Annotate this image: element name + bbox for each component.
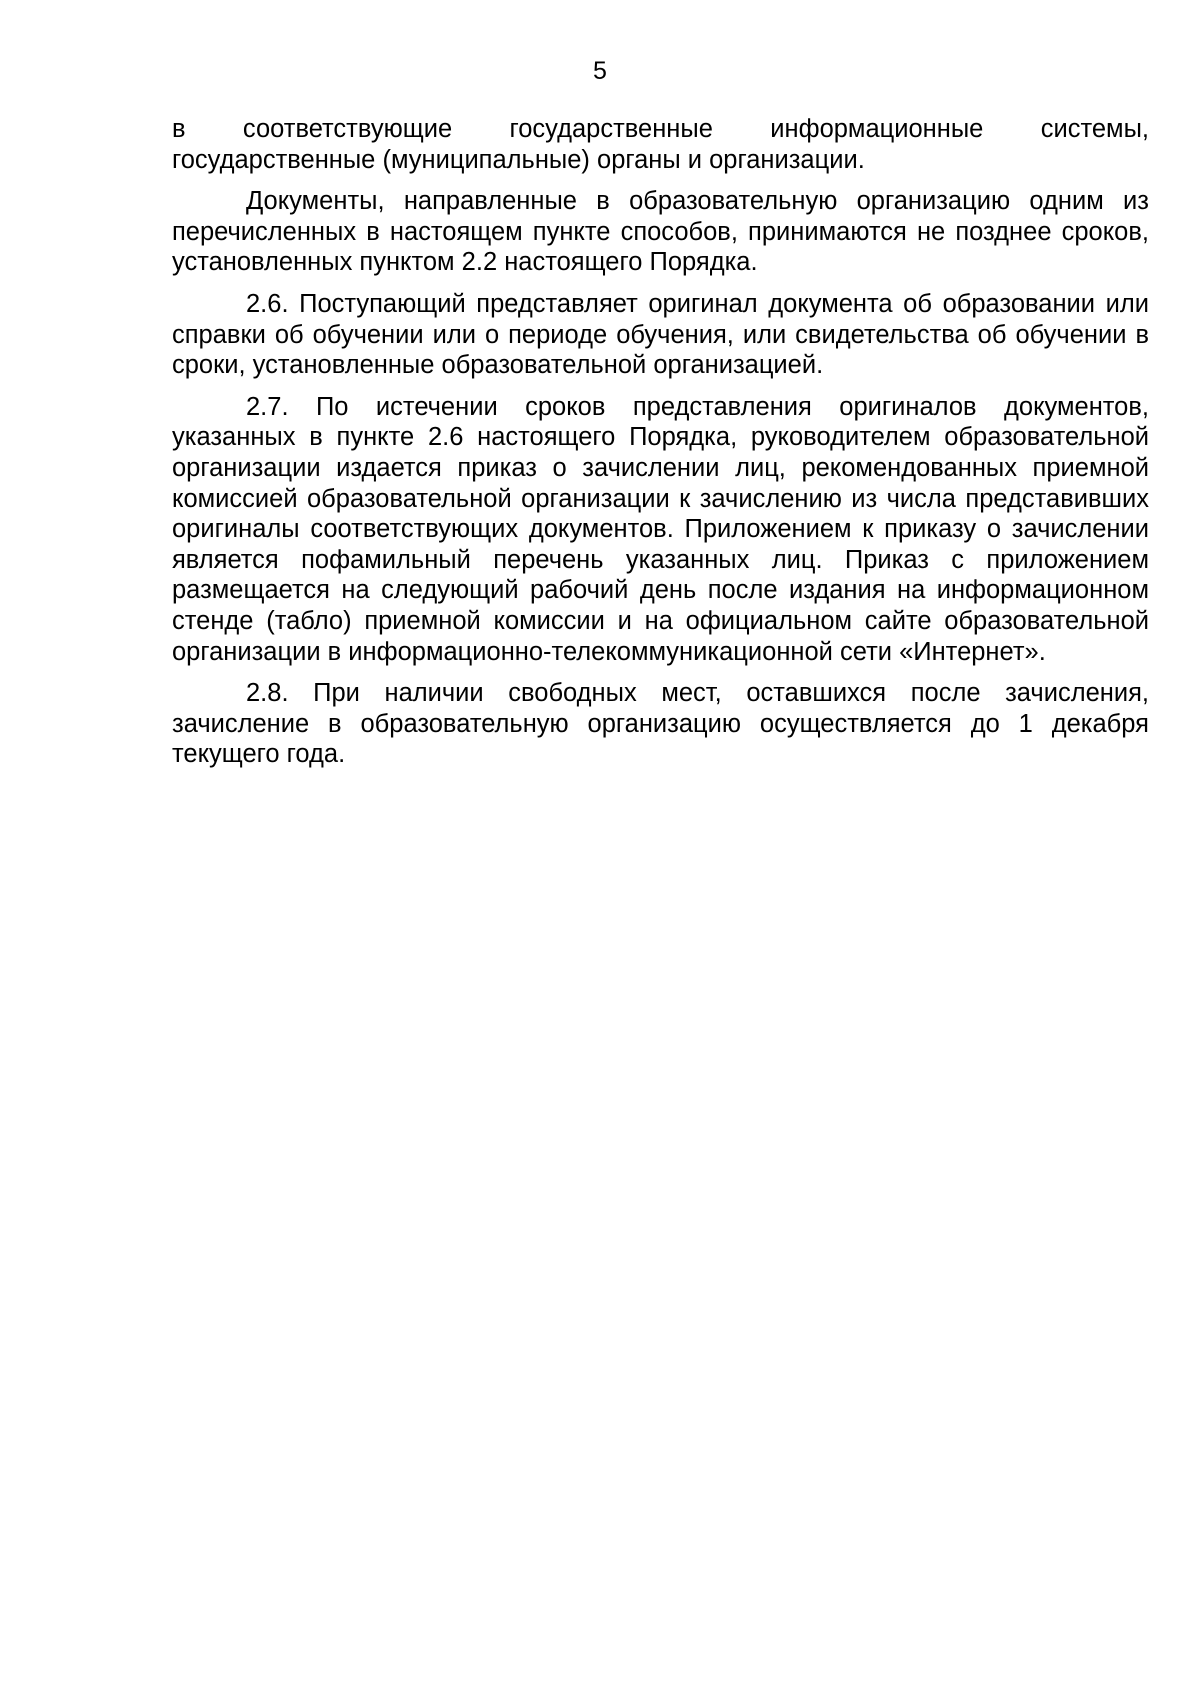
- paragraph-continuation: в соответствующие государственные информационные системы, государственные (муниципальные) органы и организации.: [172, 115, 1149, 174]
- paragraph-2-7: 2.7. По истечении сроков представления оригиналов документов, указанных в пункте 2.6 настоящего Порядка, руководителем образовательной организации издается приказ о зачислении лиц, рекомендованных приемной комиссией образовательной организации к зачислению из числа представивших оригиналы соответствующих документов. Приложением к приказу о зачислении является пофамильный перечень указанных лиц. Приказ с приложением размещается на следующий рабочий день после издания на информационном стенде (табло) приемной комиссии и на официальном сайте образовательной организации в информационно-телекоммуникационной сети «Интернет».: [172, 392, 1149, 666]
- paragraph-documents-deadline: Документы, направленные в образовательную организацию одним из перечисленных в настоящем пункте способов, принимаются не позднее сроков, установленных пунктом 2.2 настоящего Порядка.: [172, 187, 1149, 277]
- page-number: 5: [593, 57, 607, 85]
- paragraph-2-8: 2.8. При наличии свободных мест, оставшихся после зачисления, зачисление в образовательную организацию осуществляется до 1 декабря текущего года.: [172, 679, 1149, 769]
- document-body: [172, 114, 1149, 781]
- paragraph-2-6: 2.6. Поступающий представляет оригинал документа об образовании или справки об обучении или о периоде обучения, или свидетельства об обучении в сроки, установленные образовательной организацией.: [172, 289, 1149, 380]
